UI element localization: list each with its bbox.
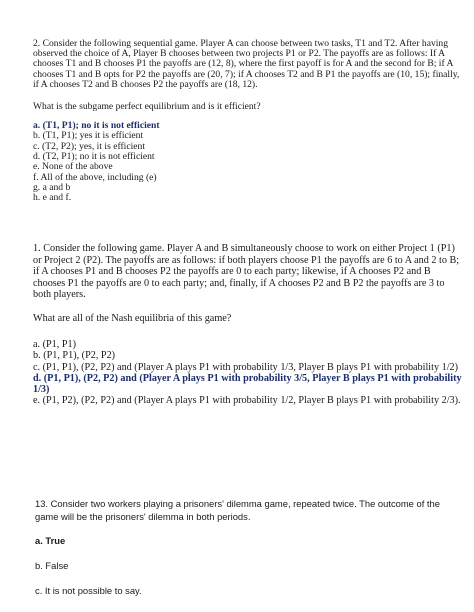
question-2 <box>33 39 463 203</box>
question-1-option-b: b. (P1, P1), (P2, P2) <box>33 350 116 362</box>
question-2-option-g: g. a and b <box>33 181 71 193</box>
question-2-options <box>33 121 463 203</box>
question-13-option-b: b. False <box>35 559 69 571</box>
question-2-prompt: What is the subgame perfect equilibrium and is it efficient? <box>33 101 261 113</box>
question-1-option-a: a. (P1, P1) <box>33 338 77 350</box>
question-2-option-e: e. None of the above <box>33 161 113 173</box>
question-2-option-h: h. e and f. <box>33 192 72 204</box>
question-1-option-c: c. (P1, P1), (P2, P2) and (Player A plays P1 with probability 1/3, Player B plays P1 with probability 1/2) <box>33 361 459 373</box>
question-1 <box>33 243 463 407</box>
question-2-option-d: d. (T2, P1); no it is not efficient <box>33 150 155 162</box>
question-1-options <box>33 339 463 407</box>
question-2-option-b: b. (T1, P1); yes it is efficient <box>33 130 144 142</box>
question-1-option-d: d. (P1, P1), (P2, P2) and (Player A plays P1 with probability 3/5, Player B plays P1 with probability 1/3) <box>33 372 462 396</box>
question-13-stem: 13. Consider two workers playing a prisoners' dilemma game, repeated twice. The outcome of the game will be the prisoners' dilemma in both periods. <box>35 498 440 523</box>
question-13-option-c: c. It is not possible to say. <box>35 584 142 596</box>
question-2-stem: 2. Consider the following sequential game. Player A can choose between two tasks, T1 and T2. After having observed the choice of A, Player B chooses between two projects P1 or P2. The payoffs are as follows: If A chooses T1 and B chooses P1 the payoffs are (12, 8), where the first payoff is for A and the second for B; if A chooses T1 and B opts for P2 the payoffs are (20, 7); if A chooses T2 and B P1 the payoffs are (10, 15); finally, if A chooses T2 and B chooses P2 the payoffs are (18, 12). <box>33 38 460 90</box>
question-1-stem: 1. Consider the following game. Player A and B simultaneously choose to work on either Project 1 (P1) or Project 2 (P2). The payoffs are as follows: if both players choose P1 the payoffs are 6 to A and 2 to B; if A chooses P1 and B chooses P2 the payoffs are 0 to each party; likewise, if A chooses P2 and B chooses P1 the payoffs are 0 to each party; and, finally, if A chooses P2 and B P2 the payoffs are 3 to both players. <box>33 243 460 301</box>
question-2-option-c: c. (T2, P2); yes, it is efficient <box>33 140 145 152</box>
question-1-option-e: e. (P1, P2), (P2, P2) and (Player A plays P1 with probability 1/2, Player B plays P1 with probability 2/3). <box>33 395 461 407</box>
question-13-option-a: a. True <box>35 534 66 546</box>
question-13 <box>35 497 465 597</box>
question-2-option-a: a. (T1, P1); no it is not efficient <box>33 120 160 132</box>
question-1-prompt: What are all of the Nash equilibria of this game? <box>33 312 232 324</box>
question-2-option-f: f. All of the above, including (e) <box>33 171 157 183</box>
